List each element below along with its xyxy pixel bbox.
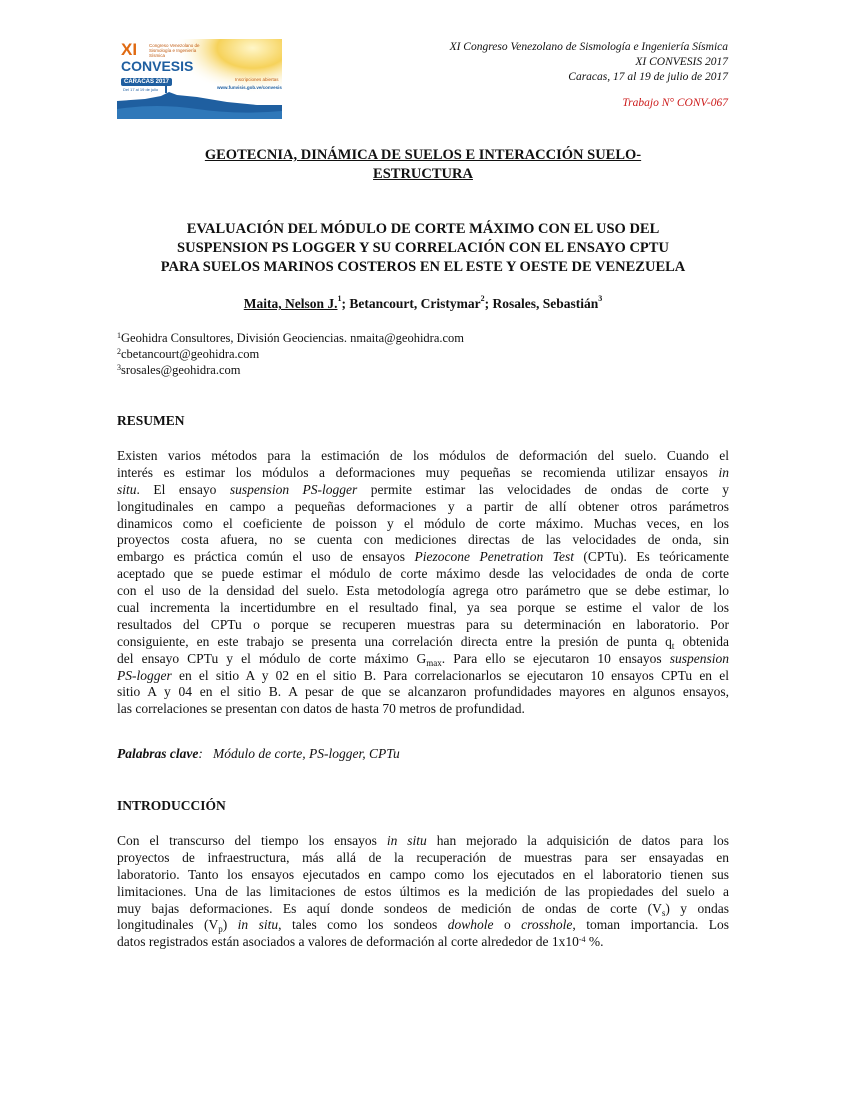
line-text: laboratorio. Tanto los ensayos ejecutados en campo como los ejecutados en el laboratorio tienen sus — [117, 866, 729, 882]
abstract-line-text: obtenida — [674, 633, 729, 649]
line-text: . El ensayo — [136, 481, 230, 497]
intro-line-text: o — [493, 917, 522, 933]
affiliation-1-sup: 1 — [117, 331, 121, 340]
affiliation-1 — [117, 330, 464, 346]
abstract-line-text: consiguiente, en este trabajo se presenta una correlación directa entre la presión de punta q — [117, 633, 672, 649]
abstract-line — [117, 668, 729, 685]
abstract-line — [117, 583, 729, 600]
affiliation-2 — [117, 346, 259, 362]
intro-line — [117, 850, 729, 867]
affiliation-2-sup: 2 — [117, 347, 121, 356]
italic-text: PS-logger — [117, 667, 172, 683]
congress-logo — [117, 39, 282, 119]
author-2-sup: 2 — [480, 294, 485, 303]
abstract-line — [117, 600, 729, 617]
abstract-line — [117, 566, 729, 583]
abstract-line — [117, 482, 729, 499]
subscript: p — [218, 924, 223, 935]
author-2: ; Betancourt, Cristymar — [341, 296, 481, 311]
title-line-3: PARA SUELOS MARINOS COSTEROS EN EL ESTE Y OESTE DE VENEZUELA — [160, 259, 686, 275]
intro-line-text: datos registrados están asociados a valores de deformación al corte alrededor de 1x10 — [117, 934, 579, 950]
intro-line — [117, 934, 729, 951]
abstract-line — [117, 516, 729, 533]
line-text: interés es estimar los módulos a deformaciones muy pequeñas se recomienda utilizar ensayos — [117, 464, 719, 480]
line-text: aceptado que se puede estimar el módulo de corte máximo desde las velocidades de onda de corte — [117, 566, 729, 582]
abstract-line — [117, 549, 729, 566]
intro-line — [117, 867, 729, 884]
title-line-2: SUSPENSION PS LOGGER Y SU CORRELACIÓN CON EL ENSAYO CPTU — [177, 240, 669, 256]
line-text: las correlaciones se presentan con datos de hasta 70 metros de profundidad. — [117, 701, 525, 717]
abstract-body — [117, 448, 729, 718]
intro-line — [117, 884, 729, 901]
keywords-label: Palabras clave — [117, 746, 199, 761]
logo-registration: Inscripciones abiertas — [235, 77, 279, 82]
keywords — [117, 746, 400, 762]
italic-text: in — [718, 464, 729, 480]
affiliation-1-text: Geohidra Consultores, División Geociencias. nmaita@geohidra.com — [121, 331, 465, 345]
logo-brand: CONVESIS — [121, 58, 194, 74]
title-line-1: EVALUACIÓN DEL MÓDULO DE CORTE MÁXIMO CON EL USO DEL — [186, 221, 660, 237]
subscript: max — [426, 657, 442, 668]
logo-subtitle: Congreso Venezolano de Sismología e Ingeniería Sísmica — [149, 43, 200, 58]
author-3-sup: 3 — [598, 294, 603, 303]
abstract-heading: RESUMEN — [117, 413, 185, 428]
header-congress-short: XI CONVESIS 2017 — [635, 56, 728, 68]
line-text: cual incrementa la incertidumbre en el resultado final, ya sea porque se estime el valor de los — [117, 600, 729, 616]
intro-line-text: , toman importancia. Los — [572, 917, 729, 933]
line-text: sitio A y 04 en el sitio B. A pesar de que se alcanzaron profundidades mayores en algunos ensayos, — [117, 684, 729, 700]
line-text: resultados del CPTu o porque se recuperen muestras para su determinación en laboratorio. Por — [117, 616, 729, 632]
subscript: t — [671, 640, 675, 651]
line-text: permite estimar las velocidades de ondas de corte y — [357, 481, 729, 497]
abstract-italic: suspension — [669, 650, 729, 666]
header-location-date: Caracas, 17 al 19 de julio de 2017 — [568, 71, 728, 83]
author-list — [117, 296, 729, 312]
intro-line-text: %. — [585, 934, 604, 950]
introduction-heading: INTRODUCCIÓN — [117, 798, 226, 813]
author-1: Maita, Nelson J. — [243, 296, 338, 311]
keywords-value: Módulo de corte, PS-logger, CPTu — [212, 746, 400, 761]
abstract-line — [117, 701, 729, 718]
line-text: Con el transcurso del tiempo los ensayos — [117, 833, 387, 848]
affiliation-3 — [117, 362, 240, 378]
logo-dates: Del 17 al 19 de julio — [123, 87, 159, 92]
keywords-colon: : — [198, 746, 203, 761]
topic-line-1: GEOTECNIA, DINÁMICA DE SUELOS E INTERACCIÓN SUELO- — [204, 147, 642, 163]
abstract-line — [117, 651, 729, 668]
logo-roman-numeral: XI — [121, 40, 138, 59]
intro-line — [117, 833, 729, 850]
intro-line-text: , tales como los sondeos — [278, 917, 448, 933]
italic-text: in situ — [386, 833, 427, 848]
abstract-line — [117, 448, 729, 465]
abstract-line-text: . Para ello se ejecutaron 10 ensayos — [441, 650, 670, 666]
intro-line-text: ) — [222, 917, 238, 933]
italic-text: Piezocone Penetration Test — [414, 549, 574, 565]
line-text: en el sitio A y 02 en el sitio B. Para correlacionarlos se ejecutaron 10 ensayos CPTu en el — [171, 667, 729, 683]
line-text: dinamicos como el coeficiente de poisson y el módulo de corte máximo. Muchas veces, en los — [117, 515, 729, 531]
intro-italic: crosshole — [521, 917, 573, 933]
affiliation-3-email: srosales@geohidra.com — [121, 363, 241, 377]
header-paper-id: Trabajo N° CONV-067 — [622, 97, 728, 109]
paper-title — [117, 220, 729, 277]
intro-line-text: muy bajas deformaciones. Es aquí donde sondeos de medición de ondas de corte (V — [117, 900, 662, 916]
intro-italic: in situ — [237, 917, 279, 933]
line-text: han mejorado la adquisición de datos para los — [426, 833, 729, 848]
abstract-line — [117, 532, 729, 549]
abstract-line-text: del ensayo CPTu y el módulo de corte máximo G — [117, 650, 427, 666]
line-text: (CPTu). Es teóricamente — [573, 549, 730, 565]
line-text: con el uso de la densidad del suelo. Esta metodología agrega otro parámetro que se debe estimar, lo — [117, 583, 729, 599]
abstract-line — [117, 684, 729, 701]
line-text: embargo es práctica común el uso de ensayos — [117, 549, 415, 565]
italic-text: suspension PS-logger — [229, 481, 358, 497]
line-text: proyectos de infraestructura, más allá de la recuperación de muestras para ser ensayadas en — [117, 849, 729, 865]
intro-line-text: ) y ondas — [665, 900, 729, 916]
topic-line-2: ESTRUCTURA — [373, 166, 473, 182]
abstract-line — [117, 617, 729, 634]
line-text: limitaciones. Una de las limitaciones de estos últimos es la medición de las propiedades del suelo a — [117, 883, 729, 899]
topic-heading — [117, 146, 729, 184]
line-text: longitudinales en campo a pequeñas deformaciones y a partir de allí obtener otros parámetros — [117, 498, 729, 514]
logo-location-year: CARACAS 2017 — [121, 78, 172, 86]
abstract-line — [117, 465, 729, 482]
affiliation-3-sup: 3 — [117, 363, 121, 372]
subscript: s — [661, 907, 666, 918]
intro-line-text: longitudinales (V — [117, 917, 219, 933]
intro-line — [117, 917, 729, 934]
line-text: Existen varios métodos para la estimación de los módulos de deformación del suelo. Cuando el — [117, 448, 729, 463]
affiliation-2-email: cbetancourt@geohidra.com — [121, 347, 260, 361]
intro-italic: dowhole — [447, 917, 494, 933]
author-3: ; Rosales, Sebastián — [484, 296, 599, 311]
abstract-line — [117, 634, 729, 651]
line-text: proyectos costa afuera, no se cuenta con mediciones directas de las velocidades de onda, sin — [117, 532, 729, 548]
italic-text: situ — [117, 481, 137, 497]
author-1-sup: 1 — [337, 294, 342, 303]
intro-line — [117, 901, 729, 918]
header-congress-name: XI Congreso Venezolano de Sismología e Ingeniería Sísmica — [449, 41, 728, 53]
introduction-body — [117, 833, 729, 951]
superscript: -4 — [578, 935, 586, 945]
logo-url: www.funvisis.gob.ve/convesis — [217, 85, 282, 90]
abstract-line — [117, 499, 729, 516]
